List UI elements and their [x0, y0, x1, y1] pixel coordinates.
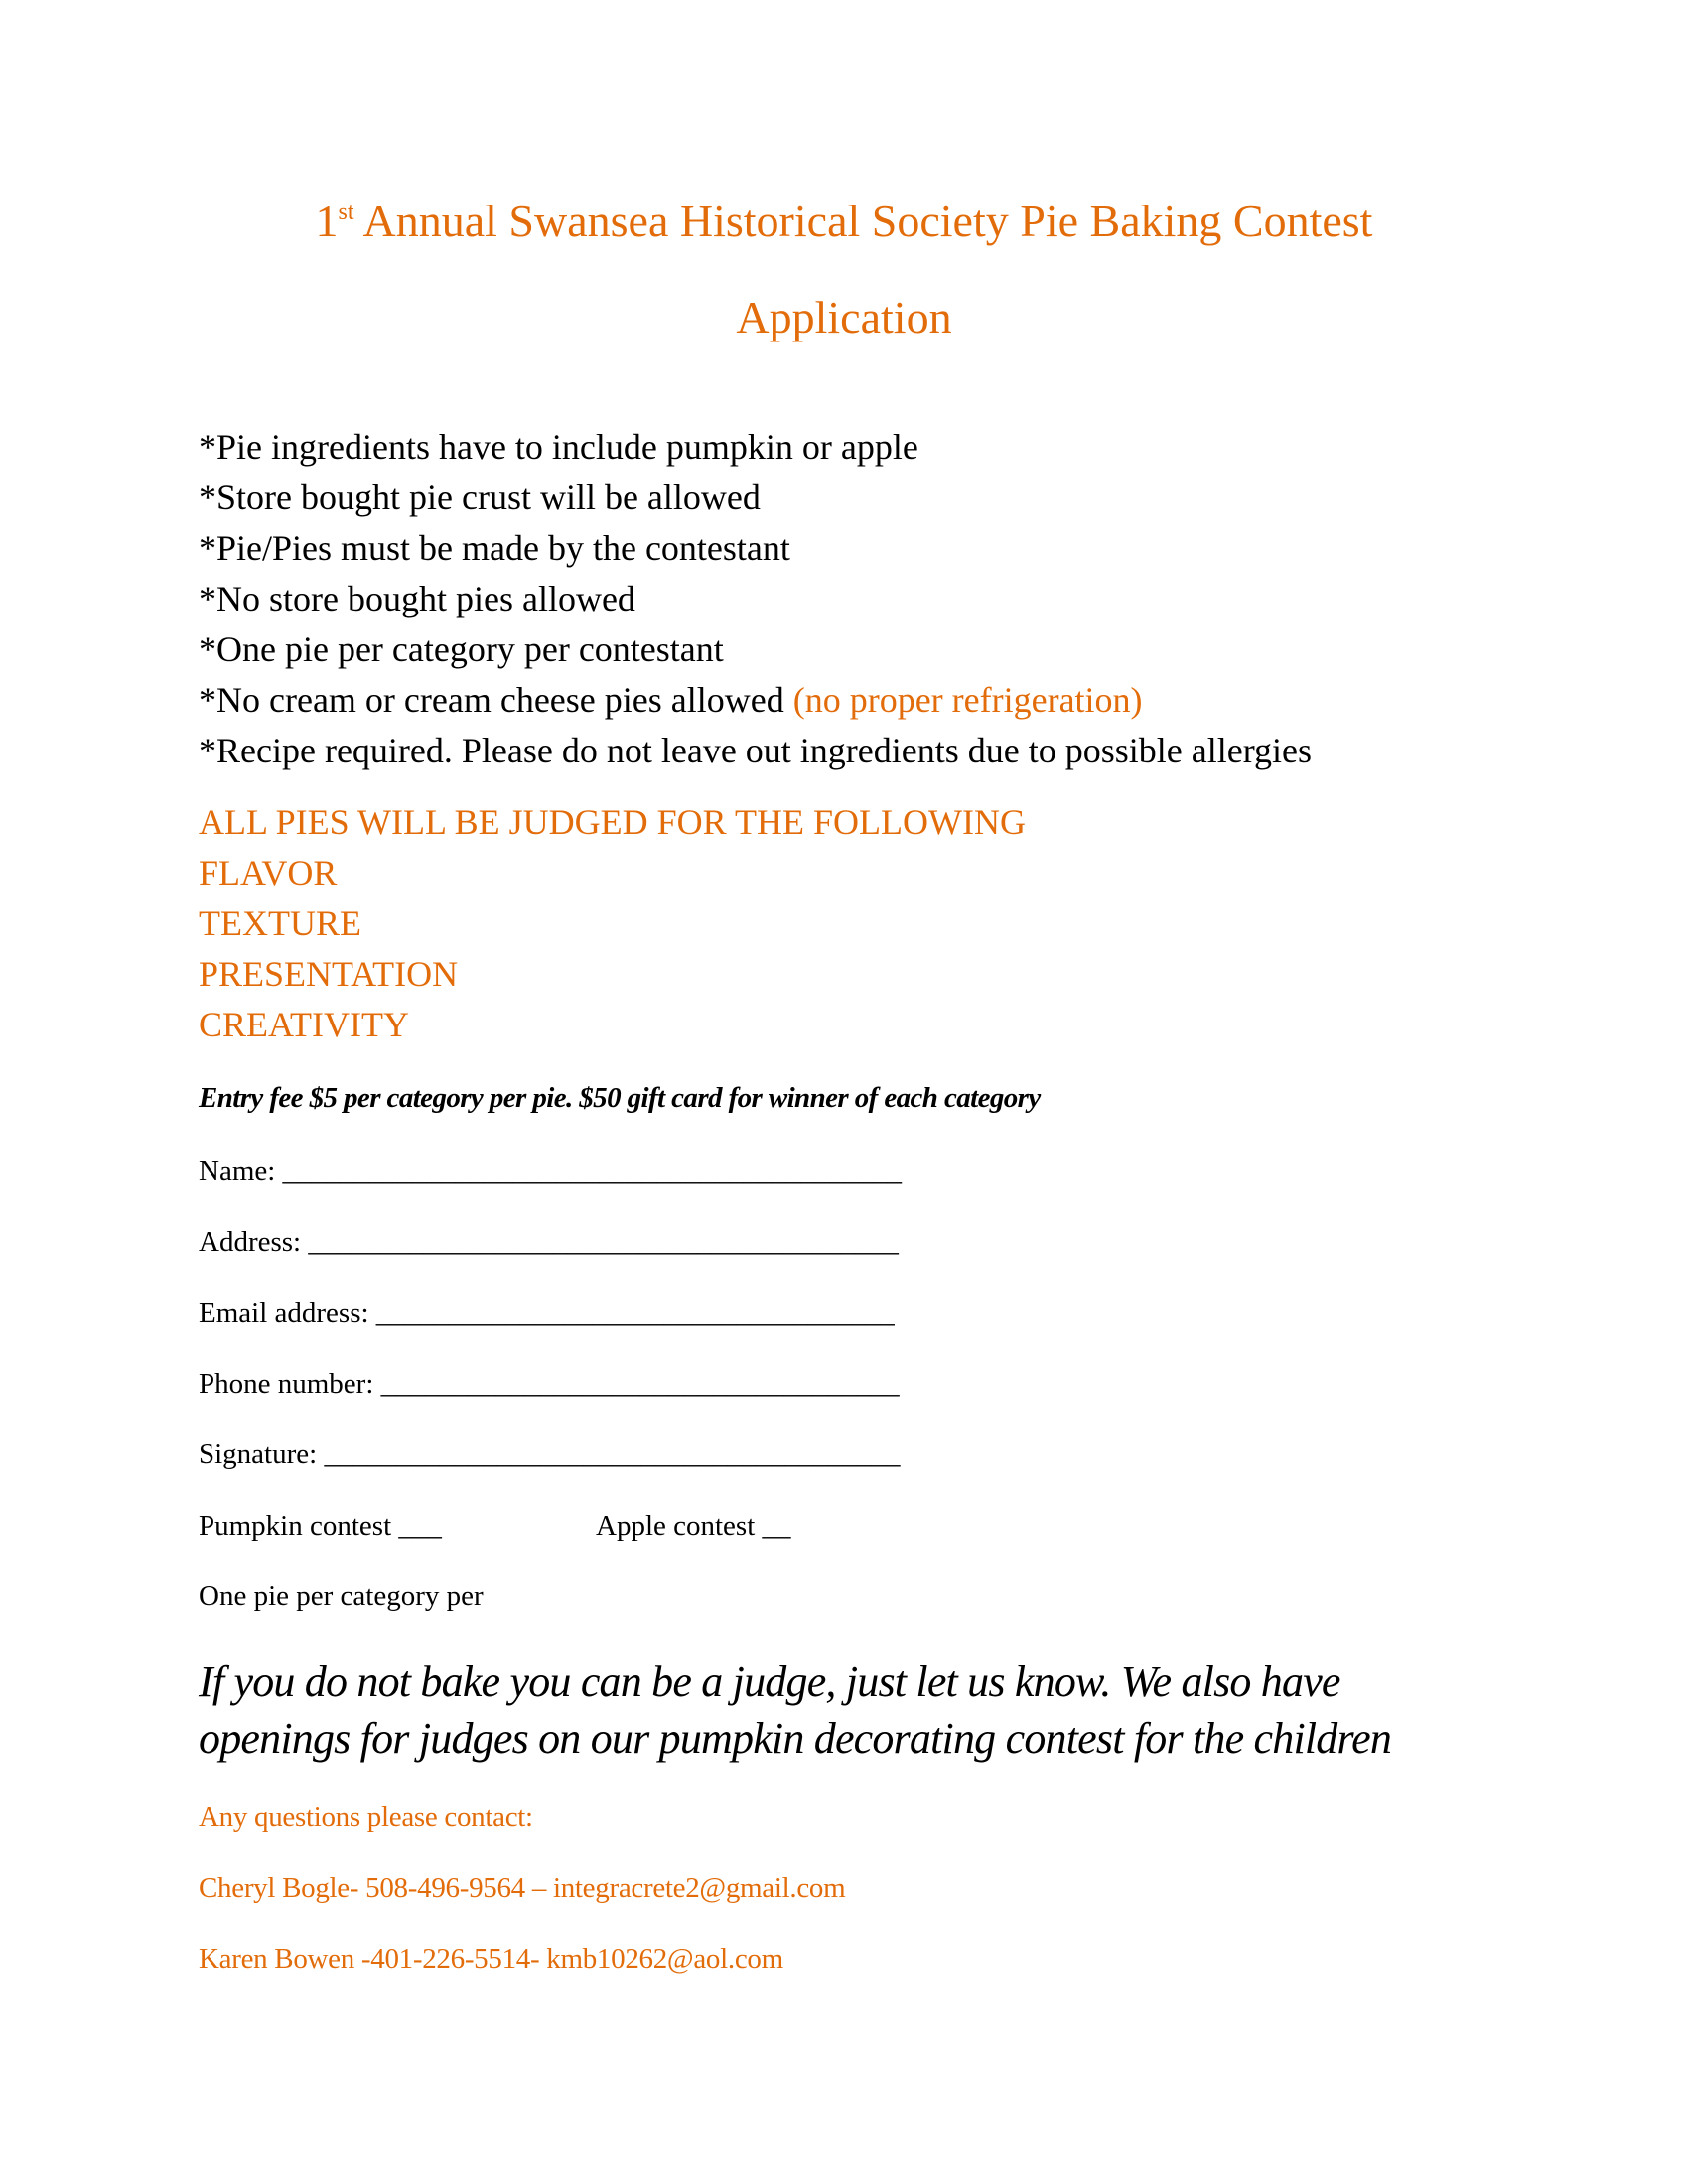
- pumpkin-contest-field[interactable]: Pumpkin contest ___: [199, 1510, 442, 1542]
- rule-text: *One pie per category per contestant: [199, 629, 724, 669]
- rule-item: [199, 523, 1312, 574]
- email-field[interactable]: Email address: ____________________________________: [199, 1297, 895, 1329]
- signature-field[interactable]: Signature: ________________________________________: [199, 1438, 901, 1470]
- rule-text: *Pie/Pies must be made by the contestant: [199, 528, 790, 568]
- rule-item: [199, 473, 1312, 523]
- judge-invitation-line: openings for judges on our pumpkin decorating contest for the children: [199, 1714, 1392, 1763]
- rules-list: [199, 422, 1312, 776]
- rule-item: [199, 726, 1312, 776]
- rule-text: *Store bought pie crust will be allowed: [199, 478, 761, 517]
- rule-item: [199, 574, 1312, 624]
- rule-text: *No store bought pies allowed: [199, 579, 635, 618]
- judge-invitation: [199, 1653, 1489, 1768]
- rule-item: [199, 422, 1312, 473]
- rule-text: *Recipe required. Please do not leave out ingredients due to possible allergies: [199, 731, 1313, 770]
- title-ordinal-number: 1: [315, 196, 339, 246]
- contact-cheryl: Cheryl Bogle- 508-496-9564 – integracrete2@gmail.com: [199, 1872, 846, 1904]
- judge-invitation-line: If you do not bake you can be a judge, just let us know. We also have: [199, 1657, 1340, 1706]
- criterion-presentation: PRESENTATION: [199, 954, 459, 994]
- address-field[interactable]: Address: _________________________________________: [199, 1226, 899, 1258]
- apple-contest-field[interactable]: Apple contest __: [596, 1510, 791, 1542]
- document-subtitle: Application: [736, 292, 952, 342]
- criterion-texture: TEXTURE: [199, 903, 361, 943]
- rule-text: *No cream or cream cheese pies allowed: [199, 680, 793, 720]
- document-title: [0, 196, 1688, 246]
- title-text: Annual Swansea Historical Society Pie Baking Contest: [353, 196, 1373, 246]
- judging-criteria-list: [199, 797, 1026, 1050]
- phone-field[interactable]: Phone number: ____________________________________: [199, 1368, 900, 1400]
- contact-header: Any questions please contact:: [199, 1801, 533, 1833]
- judging-header: ALL PIES WILL BE JUDGED FOR THE FOLLOWING: [199, 802, 1026, 842]
- rule-item: [199, 624, 1312, 675]
- title-ordinal-suffix: st: [338, 200, 354, 225]
- criterion-creativity: CREATIVITY: [199, 1005, 409, 1044]
- one-pie-note: One pie per category per: [199, 1580, 484, 1612]
- criterion-flavor: FLAVOR: [199, 853, 338, 892]
- rule-text: *Pie ingredients have to include pumpkin or apple: [199, 427, 918, 467]
- rule-note: (no proper refrigeration): [792, 680, 1143, 720]
- name-field[interactable]: Name: ___________________________________________: [199, 1156, 903, 1187]
- rule-item: [199, 675, 1312, 726]
- contact-karen: Karen Bowen -401-226-5514- kmb10262@aol.com: [199, 1943, 783, 1975]
- entry-fee-note: Entry fee $5 per category per pie. $50 gift card for winner of each category: [199, 1082, 1041, 1114]
